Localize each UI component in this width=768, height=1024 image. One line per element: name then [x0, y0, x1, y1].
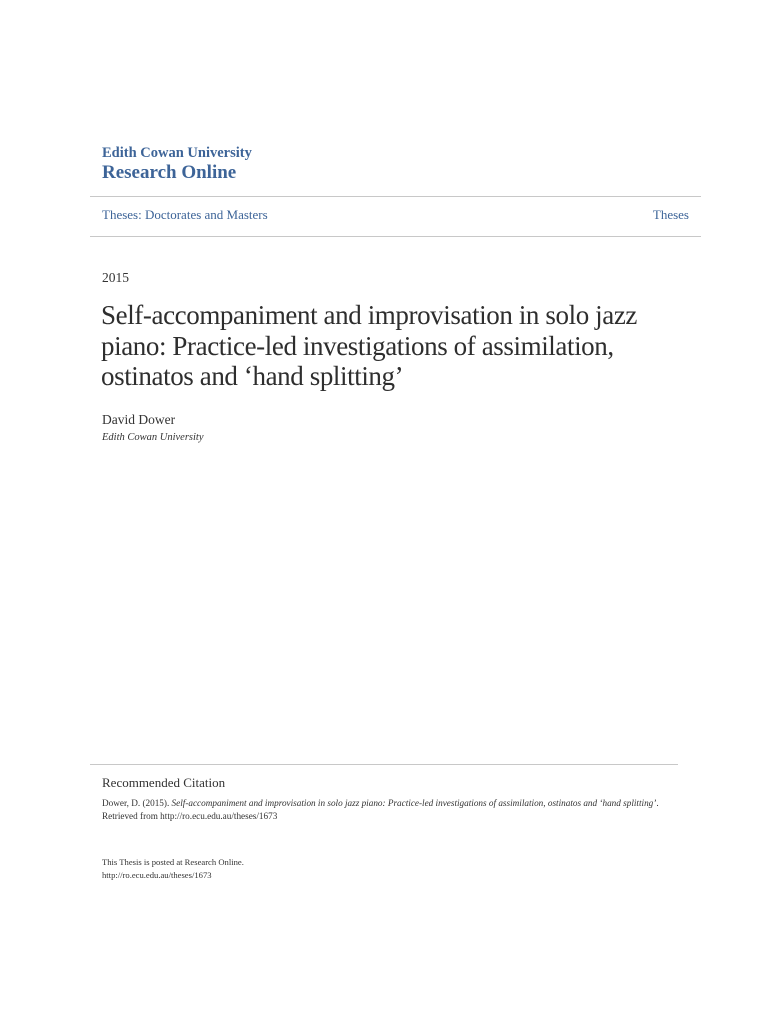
citation-prefix: Dower, D. (2015).: [102, 798, 172, 808]
author-affiliation: Edith Cowan University: [102, 432, 204, 443]
citation-heading: Recommended Citation: [102, 775, 226, 790]
thesis-url-link[interactable]: http://ro.ecu.edu.au/theses/1673: [102, 870, 212, 880]
nav-divider: [90, 236, 701, 237]
repository-name: Research Online: [102, 162, 237, 183]
posted-notice: [102, 856, 244, 882]
citation-url-link[interactable]: http://ro.ecu.edu.au/theses/1673: [160, 811, 278, 821]
citation-suffix: . Retrieved from: [102, 798, 659, 821]
thesis-title: Self-accompaniment and improvisation in solo jazz piano: Practice-led investigations of assimilation, ostinatos and ‘hand splitting’: [101, 300, 637, 391]
citation-title: Self-accompaniment and improvisation in solo jazz piano: Practice-led investigations of assimilation, ostinatos and ‘hand splitting’: [171, 798, 657, 808]
posted-text: This Thesis is posted at Research Online.: [102, 857, 244, 867]
series-link[interactable]: Theses: [652, 207, 689, 222]
publication-year: 2015: [102, 270, 129, 285]
citation-text: [102, 797, 672, 823]
citation-divider: [90, 764, 678, 765]
repository-header: [102, 145, 252, 184]
top-divider: [90, 196, 701, 197]
author-name: David Dower: [102, 412, 176, 427]
collection-link[interactable]: Theses: Doctorates and Masters: [102, 207, 268, 222]
institution-name: Edith Cowan University: [102, 145, 252, 161]
